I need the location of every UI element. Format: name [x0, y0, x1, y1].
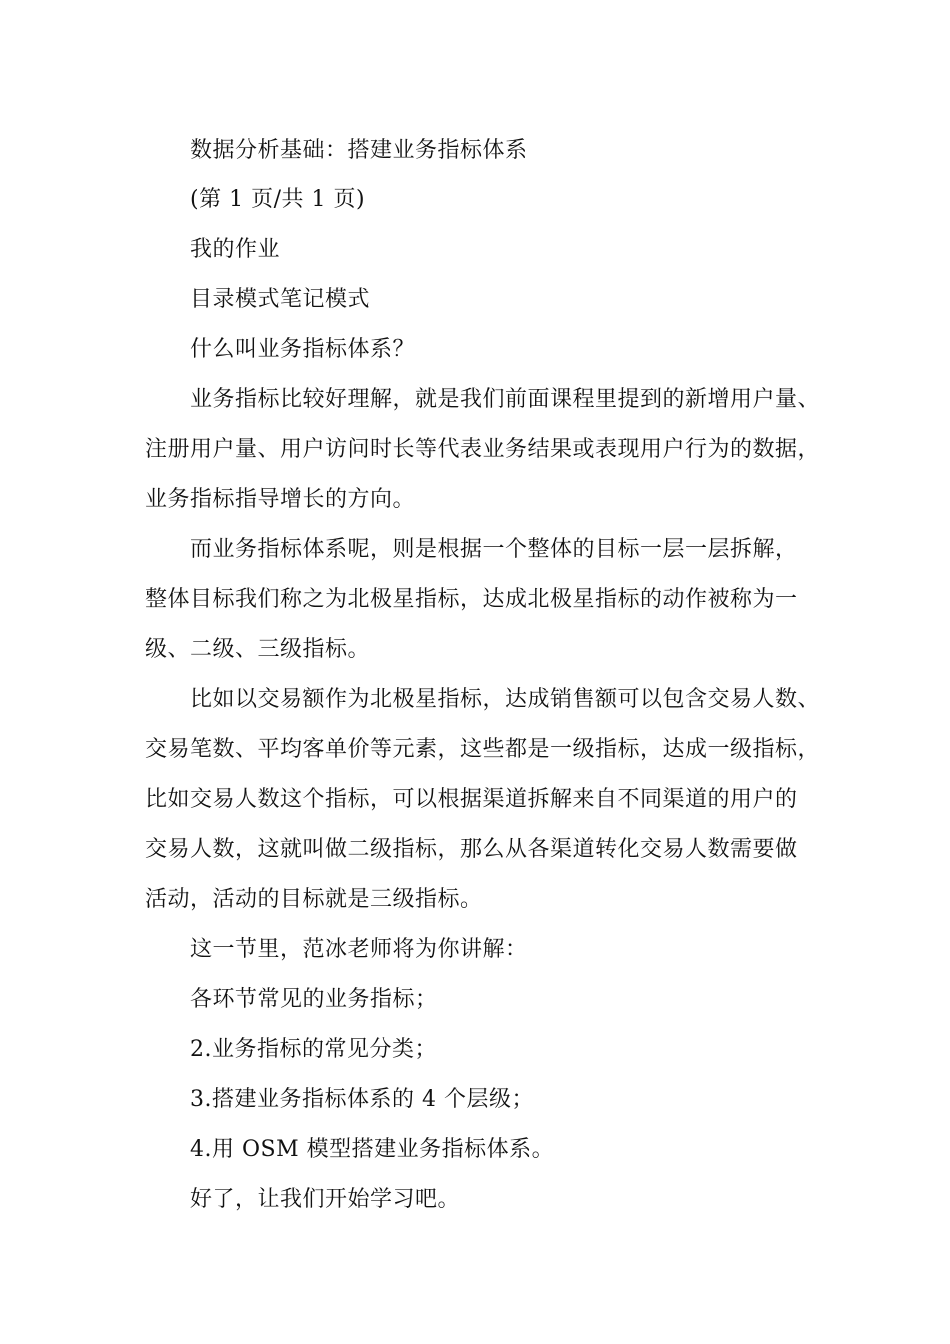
- paragraph-line: 业务指标指导增长的方向。: [145, 487, 416, 512]
- my-homework-link[interactable]: 我的作业: [190, 237, 281, 262]
- paragraph-line: 注册用户量、用户访问时长等代表业务结果或表现用户行为的数据，: [145, 437, 821, 462]
- paragraph-line: 交易笔数、平均客单价等元素，这些都是一级指标，达成一级指标，: [145, 737, 821, 762]
- paragraph-line: 比如交易人数这个指标，可以根据渠道拆解来自不同渠道的用户的: [145, 787, 798, 812]
- paragraph-line: 业务指标比较好理解，就是我们前面课程里提到的新增用户量、: [190, 387, 821, 412]
- list-item: 3.搭建业务指标体系的 4 个层级；: [190, 1087, 534, 1112]
- mode-switch[interactable]: 目录模式笔记模式: [190, 287, 371, 312]
- paragraph-line: 交易人数，这就叫做二级指标，那么从各渠道转化交易人数需要做: [145, 837, 798, 862]
- list-item: 各环节常见的业务指标；: [190, 987, 438, 1012]
- document-title: 数据分析基础：搭建业务指标体系: [190, 138, 528, 163]
- list-item: 2.业务指标的常见分类；: [190, 1037, 437, 1062]
- list-item: 4.用 OSM 模型搭建业务指标体系。: [190, 1137, 555, 1162]
- page-info: (第 1 页/共 1 页): [190, 187, 366, 212]
- paragraph-line: 整体目标我们称之为北极星指标，达成北极星指标的动作被称为一: [145, 587, 798, 612]
- paragraph-line: 级、二级、三级指标。: [145, 637, 371, 662]
- paragraph-line: 而业务指标体系呢，则是根据一个整体的目标一层一层拆解，: [190, 537, 798, 562]
- intro-text: 这一节里，范冰老师将为你讲解：: [190, 937, 528, 962]
- section-question: 什么叫业务指标体系？: [190, 337, 416, 362]
- closing-text: 好了，让我们开始学习吧。: [190, 1187, 461, 1212]
- paragraph-line: 比如以交易额作为北极星指标，达成销售额可以包含交易人数、: [190, 687, 821, 712]
- paragraph-line: 活动，活动的目标就是三级指标。: [145, 887, 483, 912]
